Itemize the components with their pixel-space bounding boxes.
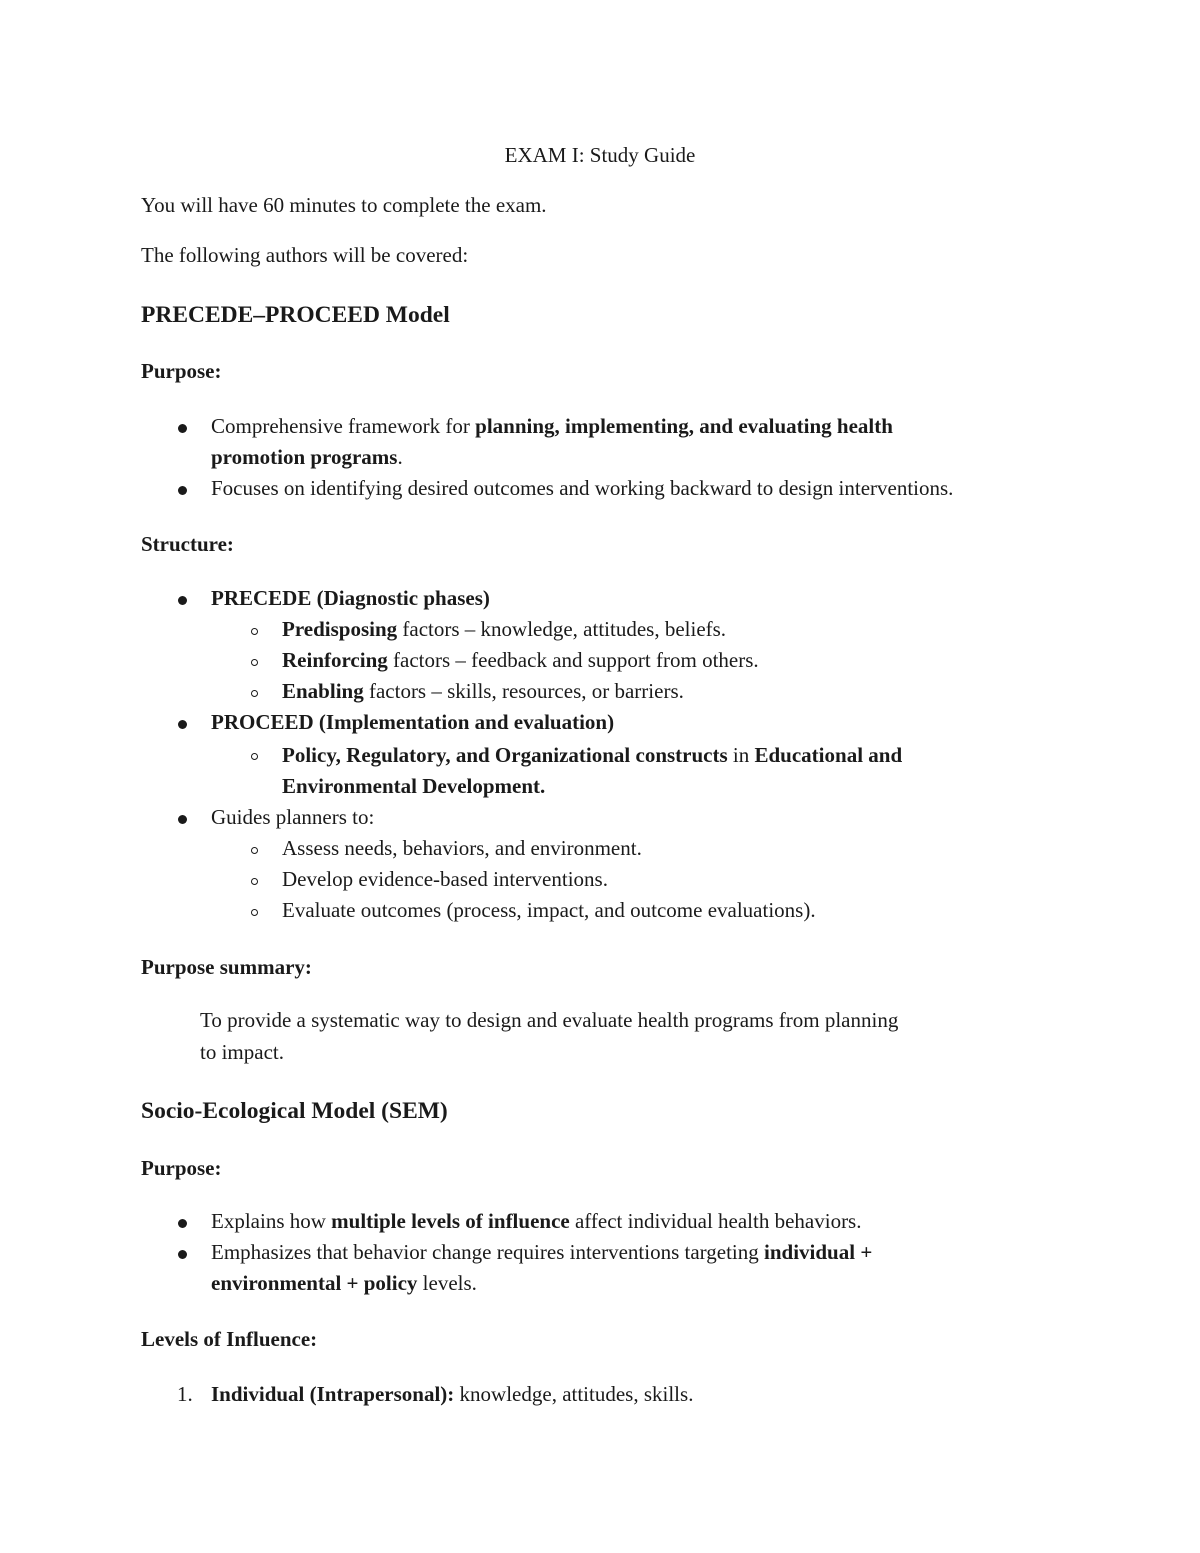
item-text: factors – knowledge, attitudes, beliefs. xyxy=(397,617,727,641)
guide-item-2: Develop evidence-based interventions. xyxy=(282,867,608,891)
item-bold-text: Educational and xyxy=(754,743,903,767)
sem-purpose-heading: Purpose: xyxy=(141,1156,222,1180)
precede-purpose-bullet-1 xyxy=(211,411,893,442)
sem-purpose-bullet-1 xyxy=(211,1206,861,1237)
proceed-sub-item xyxy=(282,740,902,771)
guides-item: Guides planners to: xyxy=(211,805,375,829)
precede-purpose-heading: Purpose: xyxy=(141,359,222,383)
level-item-1 xyxy=(211,1379,693,1410)
bullet-text: levels. xyxy=(417,1271,477,1295)
item-bold-text: Predisposing xyxy=(282,617,398,641)
precede-proceed-heading: PRECEDE–PROCEED Model xyxy=(141,302,450,328)
sub-bullet-icon xyxy=(251,909,258,916)
item-bold-text: Policy, Regulatory, and Organizational constructs xyxy=(282,743,728,767)
item-bold-text: Reinforcing xyxy=(282,648,388,672)
bullet-icon xyxy=(178,424,187,433)
item-text: factors – feedback and support from others. xyxy=(387,648,759,672)
bullet-bold-text: planning, implementing, and evaluating health xyxy=(475,414,893,438)
bullet-text: Explains how xyxy=(211,1209,332,1233)
precede-purpose-bullet-1-cont xyxy=(211,442,403,473)
enabling-item xyxy=(282,676,684,707)
precede-diagnostic-item: PRECEDE (Diagnostic phases) xyxy=(211,586,490,610)
item-text: in xyxy=(727,743,755,767)
item-bold-text: Enabling xyxy=(282,679,364,703)
reinforcing-item xyxy=(282,645,759,676)
intro-authors-text: The following authors will be covered: xyxy=(141,243,469,267)
item-text: factors – skills, resources, or barriers. xyxy=(363,679,684,703)
list-number: 1. xyxy=(177,1382,193,1406)
bullet-text: affect individual health behaviors. xyxy=(569,1209,862,1233)
sem-purpose-bullet-2 xyxy=(211,1237,872,1268)
bullet-icon xyxy=(178,720,187,729)
purpose-summary-heading: Purpose summary: xyxy=(141,955,312,979)
bullet-icon xyxy=(178,1219,187,1228)
sub-bullet-icon xyxy=(251,659,258,666)
bullet-icon xyxy=(178,815,187,824)
sub-bullet-icon xyxy=(251,847,258,854)
bullet-bold-text: environmental + policy xyxy=(211,1271,418,1295)
bullet-bold-text: multiple levels of influence xyxy=(331,1209,570,1233)
predisposing-item xyxy=(282,614,726,645)
bullet-text: . xyxy=(397,445,403,469)
bullet-bold-text: individual + xyxy=(764,1240,873,1264)
precede-purpose-bullet-2: Focuses on identifying desired outcomes and working backward to design interventions. xyxy=(211,476,954,500)
proceed-item: PROCEED (Implementation and evaluation) xyxy=(211,710,615,734)
sub-bullet-icon xyxy=(251,878,258,885)
sem-purpose-bullet-2-cont xyxy=(211,1268,477,1299)
item-text: knowledge, attitudes, skills. xyxy=(454,1382,694,1406)
item-bold-text: Individual (Intrapersonal): xyxy=(211,1382,455,1406)
sem-heading: Socio-Ecological Model (SEM) xyxy=(141,1098,448,1124)
bullet-bold-text: promotion programs xyxy=(211,445,398,469)
sub-bullet-icon xyxy=(251,753,258,760)
bullet-text: Emphasizes that behavior change requires interventions targeting xyxy=(211,1240,765,1264)
page-title: EXAM I: Study Guide xyxy=(504,143,696,167)
purpose-summary-line-1: To provide a systematic way to design and evaluate health programs from planning xyxy=(200,1008,899,1032)
purpose-summary-line-2: to impact. xyxy=(200,1040,284,1064)
sub-bullet-icon xyxy=(251,690,258,697)
guide-item-3: Evaluate outcomes (process, impact, and outcome evaluations). xyxy=(282,898,816,922)
proceed-sub-item-cont: Environmental Development. xyxy=(282,774,546,798)
guide-item-1: Assess needs, behaviors, and environment. xyxy=(282,836,642,860)
sub-bullet-icon xyxy=(251,628,258,635)
bullet-text: Comprehensive framework for xyxy=(211,414,476,438)
bullet-icon xyxy=(178,486,187,495)
intro-time-text: You will have 60 minutes to complete the exam. xyxy=(141,193,547,217)
bullet-icon xyxy=(178,596,187,605)
precede-structure-heading: Structure: xyxy=(141,532,234,556)
bullet-icon xyxy=(178,1250,187,1259)
levels-of-influence-heading: Levels of Influence: xyxy=(141,1327,318,1351)
